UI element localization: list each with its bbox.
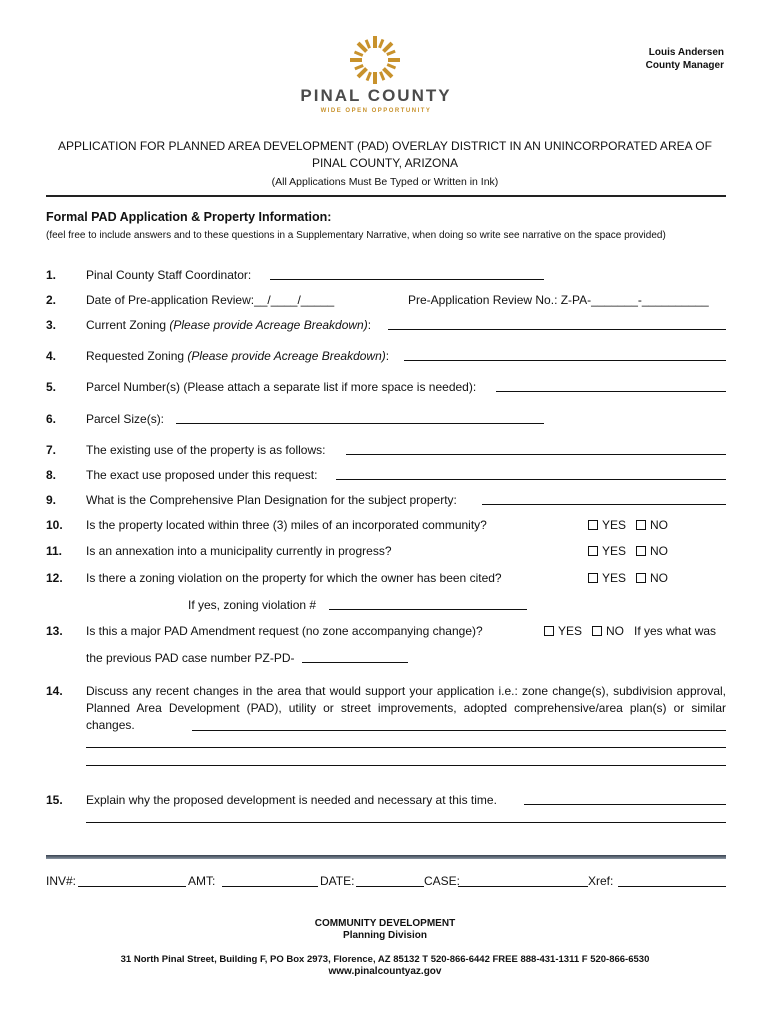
yes-option[interactable] xyxy=(588,543,626,559)
inv-label: INV#: xyxy=(46,874,77,888)
zoning-violation-field[interactable] xyxy=(329,597,527,610)
staff-coordinator-field[interactable] xyxy=(270,267,544,280)
question-text: Parcel Size(s): xyxy=(86,412,165,426)
question-number: 14. xyxy=(46,684,63,698)
footer-division: Planning Division xyxy=(343,930,427,941)
yes-label: YES xyxy=(602,544,627,558)
question-suffix: If yes what was xyxy=(634,624,717,638)
amt-label: AMT: xyxy=(188,874,216,888)
no-option[interactable] xyxy=(636,570,668,586)
zoning-violation-row xyxy=(46,597,726,613)
question-text xyxy=(86,317,371,333)
checkbox-icon xyxy=(588,573,598,583)
yes-option[interactable] xyxy=(544,623,582,639)
question-hint: (Please provide Acreage Breakdown) xyxy=(169,318,368,332)
section-heading: Formal PAD Application & Property Information: xyxy=(46,210,332,224)
yes-label: YES xyxy=(602,571,627,585)
question-number: 10. xyxy=(46,518,63,532)
office-use-row xyxy=(46,874,726,890)
footer-address: 31 North Pinal Street, Building F, PO Box 2973, Florence, AZ 85132 T 520-866-6442 FREE 888-431-1311 F 520-866-6530 xyxy=(120,954,650,965)
zoning-violation-label: If yes, zoning violation # xyxy=(188,598,317,612)
question-text: Is there a zoning violation on the property for which the owner has been cited? xyxy=(86,571,502,585)
form-title-line2: PINAL COUNTY, ARIZONA xyxy=(311,156,459,170)
current-zoning-field[interactable] xyxy=(388,317,726,330)
q14-answer-line-1[interactable] xyxy=(192,718,726,731)
question-14-text: Discuss any recent changes in the area that would support your application i.e.: zone change(s), subdivision approval, Planned Area Development (PAD), utility or street improvements, adopted comprehensive/area plan(s) or similar changes. xyxy=(86,684,726,732)
yes-label: YES xyxy=(602,518,627,532)
parcel-size-field[interactable] xyxy=(176,411,544,424)
section-note: (feel free to include answers and to these questions in a Supplementary Narrative, when doing so write see narrative on the space provided) xyxy=(46,230,666,241)
proposed-use-field[interactable] xyxy=(336,467,726,480)
question-colon: : xyxy=(385,349,390,363)
question-6 xyxy=(46,411,726,427)
logo-name: PINAL COUNTY xyxy=(300,86,452,105)
amt-field[interactable] xyxy=(222,874,318,887)
no-label: NO xyxy=(650,571,668,585)
question-text: Explain why the proposed development is needed and necessary at this time. xyxy=(86,793,497,807)
checkbox-icon xyxy=(636,520,646,530)
question-1 xyxy=(46,267,726,283)
checkbox-icon xyxy=(588,546,598,556)
question-13 xyxy=(46,623,726,639)
inv-field[interactable] xyxy=(78,874,186,887)
date-label: DATE: xyxy=(320,874,355,888)
no-option[interactable] xyxy=(636,517,668,533)
question-number: 3. xyxy=(46,318,57,332)
question-7 xyxy=(46,442,726,458)
question-5 xyxy=(46,379,726,395)
question-3 xyxy=(46,317,726,333)
footer-dept: COMMUNITY DEVELOPMENT xyxy=(314,918,456,929)
question-text: Pinal County Staff Coordinator: xyxy=(86,268,252,282)
question-number: 4. xyxy=(46,349,57,363)
date-field[interactable] xyxy=(356,874,424,887)
q15-answer-line-1[interactable] xyxy=(524,792,726,805)
checkbox-icon xyxy=(636,546,646,556)
pre-app-review-no-field[interactable]: Pre-Application Review No.: Z-PA-_______-__________ xyxy=(408,293,709,307)
form-title-line1: APPLICATION FOR PLANNED AREA DEVELOPMENT (PAD) OVERLAY DISTRICT IN AN UNINCORPORATED AREA OF xyxy=(58,139,712,153)
question-number: 11. xyxy=(46,544,63,558)
footer-website[interactable]: www.pinalcountyaz.gov xyxy=(328,966,442,977)
sun-logo-icon xyxy=(350,36,400,84)
question-text: Parcel Number(s) (Please attach a separate list if more space is needed): xyxy=(86,380,477,394)
question-15 xyxy=(46,792,726,808)
no-label: NO xyxy=(606,624,624,638)
previous-pad-field[interactable] xyxy=(302,650,408,663)
question-label: Current Zoning xyxy=(86,318,167,332)
manager-name: Louis Andersen xyxy=(648,47,724,58)
case-label: CASE: xyxy=(424,874,461,888)
checkbox-icon xyxy=(544,626,554,636)
question-11 xyxy=(46,543,726,559)
yes-option[interactable] xyxy=(588,517,626,533)
previous-pad-label: the previous PAD case number PZ-PD- xyxy=(86,651,295,665)
question-text: Is this a major PAD Amendment request (no zone accompanying change)? xyxy=(86,624,483,638)
question-hint: (Please provide Acreage Breakdown) xyxy=(187,349,386,363)
no-label: NO xyxy=(650,518,668,532)
yes-label: YES xyxy=(558,624,583,638)
no-option[interactable] xyxy=(592,623,624,639)
question-12 xyxy=(46,570,726,586)
question-text: Is the property located within three (3) miles of an incorporated community? xyxy=(86,518,487,532)
no-option[interactable] xyxy=(636,543,668,559)
question-number: 15. xyxy=(46,793,63,807)
pre-app-date-field[interactable]: Date of Pre-application Review:__/____/_____ xyxy=(86,293,335,307)
question-number: 1. xyxy=(46,268,57,282)
question-text xyxy=(86,348,389,364)
checkbox-icon xyxy=(588,520,598,530)
question-number: 13. xyxy=(46,624,63,638)
question-number: 2. xyxy=(46,293,57,307)
question-number: 12. xyxy=(46,571,63,585)
previous-pad-row xyxy=(46,650,726,666)
existing-use-field[interactable] xyxy=(346,442,726,455)
comp-plan-field[interactable] xyxy=(482,492,726,505)
checkbox-icon xyxy=(636,573,646,583)
county-logo xyxy=(290,36,462,118)
q14-answer-line-2[interactable] xyxy=(86,735,726,748)
manager-block xyxy=(646,46,724,72)
question-4 xyxy=(46,348,726,364)
question-number: 9. xyxy=(46,493,57,507)
form-title xyxy=(40,138,730,172)
question-14-number xyxy=(46,683,86,699)
xref-label: Xref: xyxy=(588,874,614,888)
question-number: 6. xyxy=(46,412,57,426)
office-use-divider xyxy=(46,855,726,859)
question-10 xyxy=(46,517,726,533)
question-label: Requested Zoning xyxy=(86,349,185,363)
parcel-numbers-field[interactable] xyxy=(496,379,726,392)
question-number: 7. xyxy=(46,443,57,457)
xref-field[interactable] xyxy=(618,874,726,887)
question-number: 5. xyxy=(46,380,57,394)
manager-title: County Manager xyxy=(645,60,724,71)
question-text: The exact use proposed under this request: xyxy=(86,468,318,482)
question-text: The existing use of the property is as follows: xyxy=(86,443,326,457)
question-colon: : xyxy=(367,318,372,332)
no-label: NO xyxy=(650,544,668,558)
question-8 xyxy=(46,467,726,483)
question-9 xyxy=(46,492,726,508)
title-divider xyxy=(46,195,726,197)
logo-tagline: WIDE OPEN OPPORTUNITY xyxy=(320,108,432,114)
case-field[interactable] xyxy=(458,874,588,887)
q15-answer-line-2[interactable] xyxy=(86,810,726,823)
question-number: 8. xyxy=(46,468,57,482)
requested-zoning-field[interactable] xyxy=(404,348,726,361)
q14-answer-line-3[interactable] xyxy=(86,753,726,766)
yes-option[interactable] xyxy=(588,570,626,586)
checkbox-icon xyxy=(592,626,602,636)
question-text: What is the Comprehensive Plan Designation for the subject property: xyxy=(86,493,457,507)
question-2 xyxy=(46,292,726,308)
form-subtitle: (All Applications Must Be Typed or Written in Ink) xyxy=(271,176,499,188)
question-text: Is an annexation into a municipality currently in progress? xyxy=(86,544,392,558)
